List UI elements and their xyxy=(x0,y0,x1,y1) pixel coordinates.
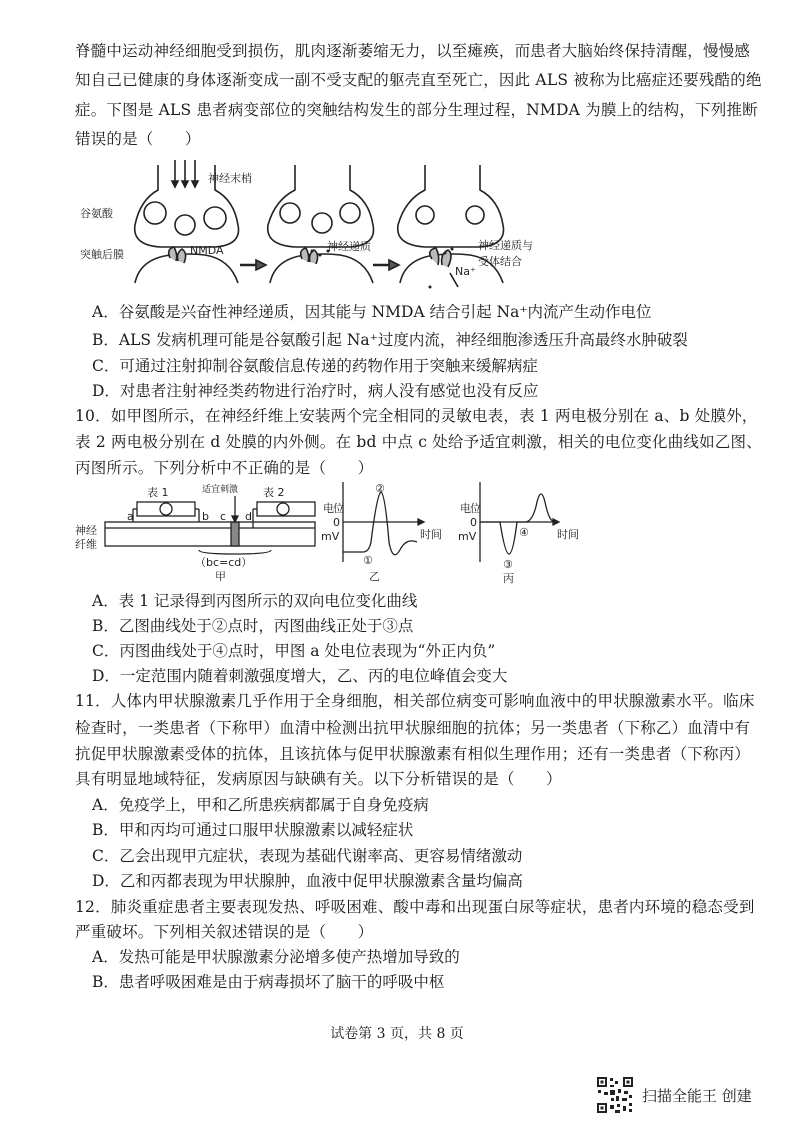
q10-option-b: B．乙图曲线处于②点时，丙图曲线正处于③点 xyxy=(92,617,414,635)
label-zero-bing: 0 xyxy=(470,516,477,529)
q9-line-4: 错误的是（ ） xyxy=(75,130,201,148)
q9-option-b: B．ALS 发病机理可能是谷氨酸引起 Na⁺过度内流，神经细胞渗透压升高最终水肿破裂 xyxy=(92,331,688,349)
q10-line-2: 表 2 两电极分别在 d 处膜的内外侧。在 bd 中点 c 处给予适宜刺激，相关的电位变化曲线如乙图、 xyxy=(75,433,762,451)
label-bound-2: 受体结合 xyxy=(478,255,522,268)
scanner-watermark xyxy=(596,1076,752,1114)
q9-line-1: 脊髓中运动神经细胞受到损伤，肌肉逐渐萎缩无力，以至瘫痪，而患者大脑始终保持清醒，慢慢感 xyxy=(75,42,751,60)
label-a: a xyxy=(127,510,134,523)
label-bc-cd: （bc=cd） xyxy=(195,556,253,569)
q12-option-b: B．患者呼吸困难是由于病毒损坏了脑干的呼吸中枢 xyxy=(92,973,445,991)
label-c: c xyxy=(220,510,227,523)
label-point-1: ① xyxy=(363,554,373,567)
label-potential-y-2: 位 xyxy=(333,502,344,515)
q11-option-b: B．甲和丙均可通过口服甲状腺激素以减轻症状 xyxy=(92,821,414,839)
label-point-4: ④ xyxy=(519,526,529,539)
q12-line-2: 严重破坏。下列相关叙述错误的是（ ） xyxy=(75,923,374,941)
label-nmda: NMDA xyxy=(190,244,224,257)
label-bing: 丙 xyxy=(503,572,514,585)
q12-option-a: A．发热可能是甲状腺激素分泌增多使产热增加导致的 xyxy=(92,948,460,966)
label-point-3: ③ xyxy=(503,558,513,571)
q10-option-c: C．丙图曲线处于④点时，甲图 a 处电位表现为“外正内负” xyxy=(92,642,496,660)
nerve-fiber-figure xyxy=(75,482,605,592)
synapse-figure xyxy=(80,155,580,295)
q10-line-3: 丙图所示。下列分析中不正确的是（ ） xyxy=(75,459,374,477)
q10-option-d: D．一定范围内随着刺激强度增大，乙、丙的电位峰值会变大 xyxy=(92,667,508,685)
q10-line-1: 10．如甲图所示，在神经纤维上安装两个完全相同的灵敏电表，表 1 两电极分别在 a、b 处膜外， xyxy=(75,407,758,425)
label-yi: 乙 xyxy=(369,570,380,583)
label-meter-1: 表 1 xyxy=(147,486,169,499)
label-b: b xyxy=(202,510,209,523)
q12-line-1: 12．肺炎重症患者主要表现发热、呼吸困难、酸中毒和出现蛋白尿等症状，患者内环境的稳态受到 xyxy=(75,898,755,916)
q9-line-2: 知自己已健康的身体逐渐变成一副不受支配的躯壳直至死亡，因此 ALS 被称为比癌症还要残酷的绝 xyxy=(75,71,762,89)
label-fiber-2: 纤维 xyxy=(75,538,97,551)
label-fiber-1: 神经 xyxy=(75,524,97,537)
q11-option-c: C．乙会出现甲亢症状，表现为基础代谢率高、更容易情绪激动 xyxy=(92,847,523,865)
label-jia: 甲 xyxy=(215,570,226,583)
q9-option-d: D．对患者注射神经类药物进行治疗时，病人没有感觉也没有反应 xyxy=(92,382,539,400)
qr-code-icon xyxy=(596,1076,634,1114)
q11-line-1: 11．人体内甲状腺激素几乎作用于全身细胞，相关部位病变可影响血液中的甲状腺激素水平。临床 xyxy=(75,692,755,710)
q11-option-a: A．免疫学上，甲和乙所患疾病都属于自身免疫病 xyxy=(92,796,429,814)
label-transmitter: 神经递质 xyxy=(327,240,371,253)
label-potential-y-1: 电 xyxy=(323,502,334,515)
label-mv-yi: mV xyxy=(321,530,340,543)
q11-option-d: D．乙和丙都表现为甲状腺肿，血液中促甲状腺激素含量均偏高 xyxy=(92,872,523,890)
label-nerve-ending: 神经末梢 xyxy=(208,172,252,185)
label-bound-1: 神经递质与 xyxy=(478,239,533,252)
label-d: d xyxy=(245,510,252,523)
label-stimulus: 适宜刺激 xyxy=(202,485,239,495)
q9-option-c: C．可通过注射抑制谷氨酸信息传递的药物作用于突触来缓解病症 xyxy=(92,357,538,375)
q9-line-3: 症。下图是 ALS 患者病变部位的突触结构发生的部分生理过程，NMDA 为膜上的结构，下列推断 xyxy=(75,101,758,119)
q10-option-a: A．表 1 记录得到丙图所示的双向电位变化曲线 xyxy=(92,592,418,610)
page-footer: 试卷第 3 页，共 8 页 xyxy=(330,1026,464,1042)
q11-line-3: 抗促甲状腺激素受体的抗体，且该抗体与促甲状腺激素有相似生理作用；还有一类患者（下称丙） xyxy=(75,745,751,763)
q11-line-2: 检查时，一类患者（下称甲）血清中检测出抗甲状腺细胞的抗体；另一类患者（下称乙）血清中有 xyxy=(75,719,751,737)
label-point-2: ② xyxy=(375,482,385,495)
label-na: Na⁺ xyxy=(455,265,476,278)
label-zero-yi: 0 xyxy=(333,516,340,529)
label-glutamate: 谷氨酸 xyxy=(80,207,113,220)
label-potential-y-bing-2: 位 xyxy=(470,502,481,515)
label-time-bing: 时间 xyxy=(557,528,579,541)
label-potential-y-bing-1: 电 xyxy=(460,502,471,515)
scanner-label: 扫描全能王 创建 xyxy=(642,1086,752,1105)
label-postsynaptic: 突触后膜 xyxy=(80,248,124,261)
q11-line-4: 具有明显地域特征，发病原因与缺碘有关。以下分析错误的是（ ） xyxy=(75,770,562,788)
label-mv-bing: mV xyxy=(458,530,477,543)
label-time-yi: 时间 xyxy=(420,528,442,541)
q9-option-a: A．谷氨酸是兴奋性神经递质，因其能与 NMDA 结合引起 Na⁺内流产生动作电位 xyxy=(92,303,652,321)
label-meter-2: 表 2 xyxy=(263,486,285,499)
